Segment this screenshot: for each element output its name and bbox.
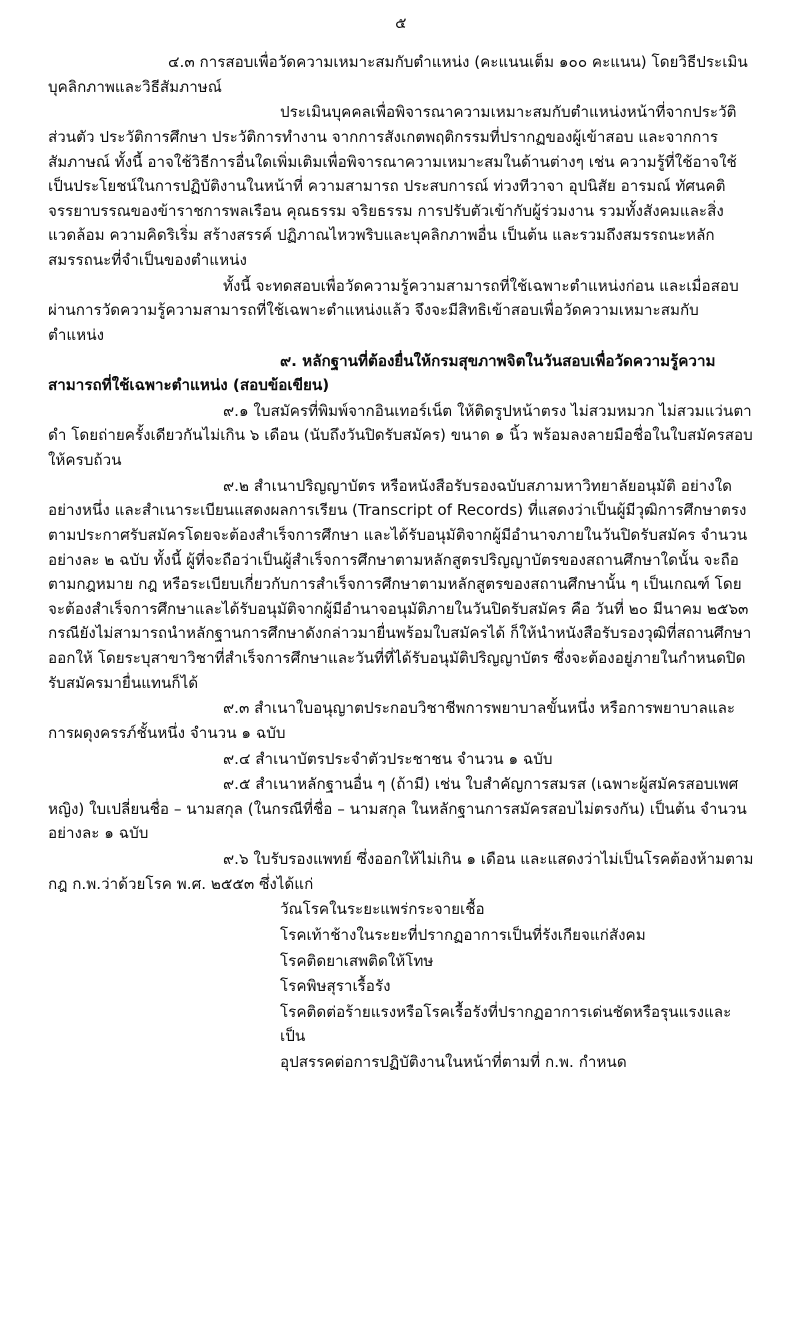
paragraph-9-6: ๙.๖ ใบรับรองแพทย์ ซึ่งออกให้ไม่เกิน ๑ เดือน และแสดงว่าไม่เป็นโรคต้องห้ามตามกฎ ก.พ.ว่าด้วยโรค พ.ศ. ๒๕๕๓ ซึ่งได้แก่ [48,850,754,893]
paragraph-9-3: ๙.๓ สำเนาใบอนุญาตประกอบวิชาชีพการพยาบาลขั้นหนึ่ง หรือการพยาบาลและการผดุงครรภ์ชั้นหนึ่ง จำนวน ๑ ฉบับ [48,699,736,742]
list-item: โรคติดต่อร้ายแรงหรือโรคเรื้อรังที่ปรากฏอาการเด่นชัดหรือรุนแรงและเป็น [280,1002,732,1046]
paragraph-9-1: ๙.๑ ใบสมัครที่พิมพ์จากอินเทอร์เน็ต ให้ติดรูปหน้าตรง ไม่สวมหมวก ไม่สวมแว่นตาดำ โดยถ่ายครั้งเดียวกันไม่เกิน ๖ เดือน (นับถึงวันปิดรับสมัคร) ขนาด ๑ นิ้ว พร้อมลงลายมือชื่อในใบสมัครสอบให้ครบถ้วน [48,401,753,469]
list-item: โรคพิษสุราเรื้อรัง [280,977,391,996]
list-item: โรคติดยาเสพติดให้โทษ [280,951,434,970]
paragraph-4-3-note: ทั้งนี้ จะทดสอบเพื่อวัดความรู้ความสามารถที่ใช้เฉพาะตำแหน่งก่อน และเมื่อสอบผ่านการวัดความรู้ความสามารถที่ใช้เฉพาะตำแหน่งแล้ว จึงจะมีสิทธิเข้าสอบเพื่อวัดความเหมาะสมกับตำแหน่ง [48,276,739,344]
page-number: ๕ [395,14,407,32]
disease-list [280,897,754,1074]
paragraph-9-5: ๙.๕ สำเนาหลักฐานอื่น ๆ (ถ้ามี) เช่น ใบสำคัญการสมรส (เฉพาะผู้สมัครสอบเพศหญิง) ใบเปลี่ยนชื่อ – นามสกุล (ในกรณีที่ชื่อ – นามสกุล ในหลักฐานการสมัครสอบไม่ตรงกัน) เป็นต้น จำนวนอย่างละ ๑ ฉบับ [48,775,747,843]
paragraph-4-3-body: ประเมินบุคคลเพื่อพิจารณาความเหมาะสมกับตำแหน่งหน้าที่จากประวัติส่วนตัว ประวัติการศึกษา ประวัติการทำงาน จากการสังเกตพฤติกรรมที่ปรากฏของผู้เข้าสอบ และจากการสัมภาษณ์ ทั้งนี้ อาจใช้วิธีการอื่นใดเพิ่มเติมเพื่อพิจารณาความเหมาะสมในด้านต่างๆ เช่น ความรู้ที่ใช้อาจใช้เป็นประโยชน์ในการปฏิบัติงานในหน้าที่ ความสามารถ ประสบการณ์ ท่วงทีวาจา อุปนิสัย อารมณ์ ทัศนคติ จรรยาบรรณของข้าราชการพลเรือน คุณธรรม จริยธรรม การปรับตัวเข้ากับผู้ร่วมงาน รวมทั้งสังคมและสิ่งแวดล้อม ความคิดริเริ่ม สร้างสรรค์ ปฏิภาณไหวพริบและบุคลิกภาพอื่น เป็นต้น และรวมถึงสมรรถนะหลัก สมรรถนะที่จำเป็นของตำแหน่ง [48,103,737,269]
paragraph-4-3-heading: ๔.๓ การสอบเพื่อวัดความเหมาะสมกับตำแหน่ง (คะแนนเต็ม ๑๐๐ คะแนน) โดยวิธีประเมินบุคลิกภาพและวิธีสัมภาษณ์ [48,53,748,96]
list-item: วัณโรคในระยะแพร่กระจายเชื้อ [280,900,485,919]
paragraph-9-4: ๙.๔ สำเนาบัตรประจำตัวประชาชน จำนวน ๑ ฉบับ [223,749,553,768]
list-item: โรคเท้าช้างในระยะที่ปรากฏอาการเป็นที่รังเกียจแก่สังคม [280,925,646,944]
list-item: อุปสรรคต่อการปฏิบัติงานในหน้าที่ตามที่ ก.พ. กำหนด [280,1053,627,1071]
document-body [48,50,754,1075]
heading-section-9: ๙. หลักฐานที่ต้องยื่นให้กรมสุขภาพจิตในวันสอบเพื่อวัดความรู้ความสามารถที่ใช้เฉพาะตำแหน่ง (สอบข้อเขียน) [48,351,716,395]
paragraph-9-2: ๙.๒ สำเนาปริญญาบัตร หรือหนังสือรับรองฉบับสภามหาวิทยาลัยอนุมัติ อย่างใดอย่างหนึ่ง และสำเนาระเบียนแสดงผลการเรียน (Transcript of Records) ที่แสดงว่าเป็นผู้มีวุฒิการศึกษาตรงตามประกาศรับสมัครโดยจะต้องสำเร็จการศึกษา และได้รับอนุมัติจากผู้มีอำนาจภายในวันปิดรับสมัคร จำนวนอย่างละ ๒ ฉบับ ทั้งนี้ ผู้ที่จะถือว่าเป็นผู้สำเร็จการศึกษาตามหลักสูตรปริญญาบัตรของสถานศึกษาใดนั้น จะถือตามกฎหมาย กฎ หรือระเบียบเกี่ยวกับการสำเร็จการศึกษาตามหลักสูตรของสถานศึกษานั้น ๆ เป็นเกณฑ์ โดยจะต้องสำเร็จการศึกษาและได้รับอนุมัติจากผู้มีอำนาจอนุมัติภายในวันปิดรับสมัคร คือ วันที่ ๒๐ มีนาคม ๒๕๖๓ กรณียังไม่สามารถนำหลักฐานการศึกษาดังกล่าวมายื่นพร้อมใบสมัครได้ ก็ให้นำหนังสือรับรองวุฒิที่สถานศึกษาออกให้ โดยระบุสาขาวิชาที่สำเร็จการศึกษาและวันที่ที่ได้รับอนุมัติปริญญาบัตร ซึ่งจะต้องอยู่ภายในกำหนดปิดรับสมัครมายื่นแทนก็ได้ [48,476,752,692]
